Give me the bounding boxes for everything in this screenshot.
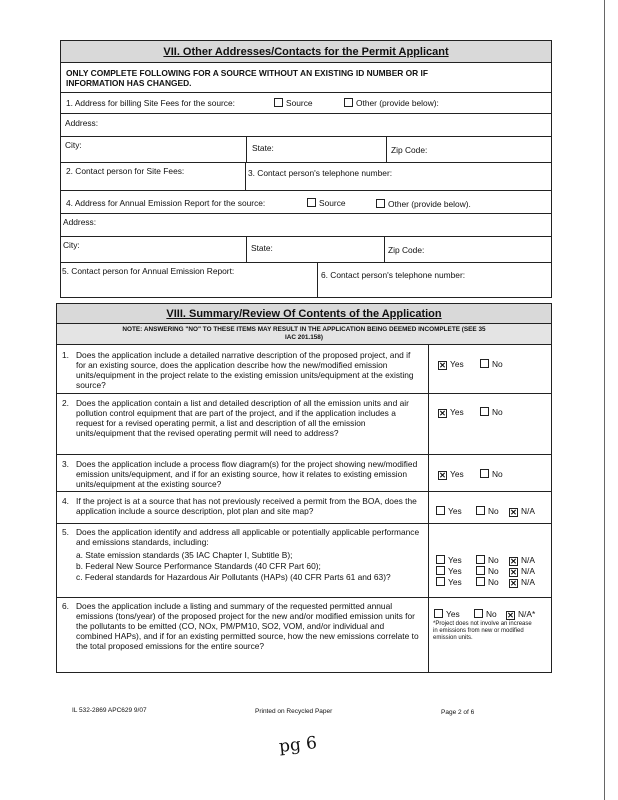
item4-yes[interactable]: Yes: [436, 506, 462, 516]
divider: [60, 190, 552, 191]
item5b-text: b. Federal New Source Performance Standards (40 CFR Part 60);: [76, 561, 321, 571]
item4-number: 4.: [62, 496, 69, 506]
item5-number: 5.: [62, 527, 69, 537]
item6-na[interactable]: ✕ N/A*: [507, 609, 536, 620]
item6-text: Does the application include a listing and summary of the requested permitted annual emissions (tons/year) of the proposed project for the new and/or modified emission units for the pollutants to be emitted (CO, NOx, PM/PM10, SO2, VOM, and/or individual and combined HAPs), and if for an existing permitted source, how the new emissions correlate to the total proposed emissions for the entire source?: [76, 601, 419, 651]
item5b-na[interactable]: ✕ N/A: [510, 566, 535, 577]
section7-instruction: ONLY COMPLETE FOLLOWING FOR A SOURCE WITHOUT AN EXISTING ID NUMBER OR IF INFORMATION HAS CHANGED.: [66, 68, 428, 88]
divider: [245, 162, 246, 190]
report-phone-field[interactable]: 6. Contact person's telephone number:: [321, 270, 466, 280]
item5c-no-checkbox[interactable]: [476, 577, 485, 586]
item5c-na[interactable]: ✕ N/A: [510, 577, 535, 588]
divider: [428, 345, 429, 673]
item2-yes-checkbox[interactable]: ✕: [439, 409, 446, 418]
divider: [60, 262, 552, 263]
item5a-yes[interactable]: Yes: [436, 555, 462, 565]
divider: [60, 162, 552, 163]
divider: [246, 236, 247, 262]
billing-address-field[interactable]: Address:: [65, 118, 99, 128]
item5c-yes-checkbox[interactable]: [436, 577, 445, 586]
item5-text: Does the application identify and address all applicable or potentially applicable performance and emissions standards, including:: [76, 527, 420, 547]
site-fee-contact-field[interactable]: 2. Contact person for Site Fees:: [66, 166, 185, 176]
item5a-na[interactable]: ✕ N/A: [510, 555, 535, 566]
item1-number: 1.: [62, 350, 69, 360]
item3-yes-checkbox[interactable]: ✕: [439, 471, 446, 480]
q4-source-checkbox[interactable]: [307, 198, 316, 207]
item4-text: If the project is at a source that has not previously received a permit from the BOA, does the application include a source description, plot plan and site map?: [76, 496, 417, 516]
item6-yes[interactable]: Yes: [434, 609, 460, 619]
item6-number: 6.: [62, 601, 69, 611]
divider: [56, 597, 552, 598]
item5a-no[interactable]: No: [476, 555, 499, 565]
divider: [56, 491, 552, 492]
item5b-na-checkbox[interactable]: ✕: [510, 568, 517, 577]
item6-footnote: *Project does not involve an increase in emissions from new or modified emission units.: [433, 621, 532, 641]
item4-na-checkbox[interactable]: ✕: [510, 508, 517, 517]
q4-other-option[interactable]: Other (provide below).: [376, 199, 471, 209]
report-city-field[interactable]: City:: [63, 240, 80, 250]
item3-yes[interactable]: ✕ Yes: [439, 469, 464, 480]
form-id: IL 532-2869 APC629 9/07: [72, 707, 147, 714]
item5b-no-checkbox[interactable]: [476, 566, 485, 575]
item4-yes-checkbox[interactable]: [436, 506, 445, 515]
section7-title-text: VII. Other Addresses/Contacts for the Permit Applicant: [163, 46, 449, 58]
divider: [317, 262, 318, 298]
q1-source-checkbox[interactable]: [274, 98, 283, 107]
item2-number: 2.: [62, 398, 69, 408]
billing-zip-field[interactable]: Zip Code:: [391, 145, 428, 155]
report-state-field[interactable]: State:: [251, 243, 273, 253]
item2-text: Does the application contain a list and detailed description of all the emission units and air pollution control equipment that are part of the project, and if the application includes a request for a revised operating permit, a list and description of all the emission units/equipment that the revised operating permit will need to address?: [76, 398, 409, 438]
item3-no[interactable]: No: [480, 469, 503, 479]
page-number: Page 2 of 6: [441, 709, 475, 716]
item5c-text: c. Federal standards for Hazardous Air Pollutants (HAPs) (40 CFR Parts 61 and 63)?: [76, 572, 391, 582]
billing-city-field[interactable]: City:: [65, 140, 82, 150]
billing-state-field[interactable]: State:: [252, 143, 274, 153]
item5a-no-checkbox[interactable]: [476, 555, 485, 564]
divider: [56, 454, 552, 455]
divider: [60, 236, 552, 237]
item6-yes-checkbox[interactable]: [434, 609, 443, 618]
item5c-yes[interactable]: Yes: [436, 577, 462, 587]
item4-na[interactable]: ✕ N/A: [510, 506, 535, 517]
section8-title: [57, 304, 551, 324]
q4-label: 4. Address for Annual Emission Report for the source:: [66, 198, 266, 208]
divider: [56, 393, 552, 394]
recycled-note: Printed on Recycled Paper: [255, 708, 333, 715]
divider: [60, 113, 552, 114]
item2-yes[interactable]: ✕ Yes: [439, 407, 464, 418]
item6-na-checkbox[interactable]: ✕: [507, 611, 514, 620]
divider: [56, 523, 552, 524]
divider: [60, 213, 552, 214]
q1-source-option[interactable]: Source: [274, 98, 313, 108]
item3-number: 3.: [62, 459, 69, 469]
report-address-field[interactable]: Address:: [63, 217, 97, 227]
handwritten-page-note: pg 6: [278, 733, 318, 757]
divider: [60, 136, 552, 137]
divider: [384, 236, 385, 262]
item3-no-checkbox[interactable]: [480, 469, 489, 478]
item4-no-checkbox[interactable]: [476, 506, 485, 515]
item5b-no[interactable]: No: [476, 566, 499, 576]
section8-title-text: VIII. Summary/Review Of Contents of the Application: [166, 308, 442, 320]
item5b-yes-checkbox[interactable]: [436, 566, 445, 575]
item2-no[interactable]: No: [480, 407, 503, 417]
item1-no[interactable]: No: [480, 359, 503, 369]
item3-text: Does the application include a process flow diagram(s) for the project showing new/modified emission units/equipment, and if for an existing source, how it relates to existing emission units/equipment at the existing source?: [76, 459, 418, 489]
item6-no[interactable]: No: [474, 609, 497, 619]
q1-other-checkbox[interactable]: [344, 98, 353, 107]
item5a-na-checkbox[interactable]: ✕: [510, 557, 517, 566]
report-contact-field[interactable]: 5. Contact person for Annual Emission Report:: [62, 266, 235, 276]
section7-title: [61, 41, 551, 63]
q4-source-option[interactable]: Source: [307, 198, 346, 208]
report-zip-field[interactable]: Zip Code:: [388, 245, 425, 255]
item5a-yes-checkbox[interactable]: [436, 555, 445, 564]
site-fee-phone-field[interactable]: 3. Contact person's telephone number:: [248, 168, 393, 178]
item1-yes-checkbox[interactable]: ✕: [439, 361, 446, 370]
section8-note: NOTE: ANSWERING "NO" TO THESE ITEMS MAY RESULT IN THE APPLICATION BEING DEEMED INCOMPLETE (SEE 35 IAC 201.158): [57, 324, 551, 345]
divider: [246, 136, 247, 162]
item2-no-checkbox[interactable]: [480, 407, 489, 416]
q4-other-checkbox[interactable]: [376, 199, 385, 208]
divider: [386, 136, 387, 162]
scan-edge-line: [604, 0, 605, 800]
item4-no[interactable]: No: [476, 506, 499, 516]
divider: [60, 92, 552, 93]
item6-no-checkbox[interactable]: [474, 609, 483, 618]
item1-yes[interactable]: ✕ Yes: [439, 359, 464, 370]
q1-other-option[interactable]: Other (provide below):: [344, 98, 439, 108]
item5a-text: a. State emission standards (35 IAC Chapter I, Subtitle B);: [76, 550, 293, 560]
q1-label: 1. Address for billing Site Fees for the source:: [66, 98, 235, 108]
item5c-na-checkbox[interactable]: ✕: [510, 579, 517, 588]
item1-text: Does the application include a detailed narrative description of the proposed project, and if for an existing source, does the application describe how the new/modified emission units/equipment in the project relate to the existing emission units/equipment at the existing source?: [76, 350, 414, 390]
item1-no-checkbox[interactable]: [480, 359, 489, 368]
item5b-yes[interactable]: Yes: [436, 566, 462, 576]
item5c-no[interactable]: No: [476, 577, 499, 587]
